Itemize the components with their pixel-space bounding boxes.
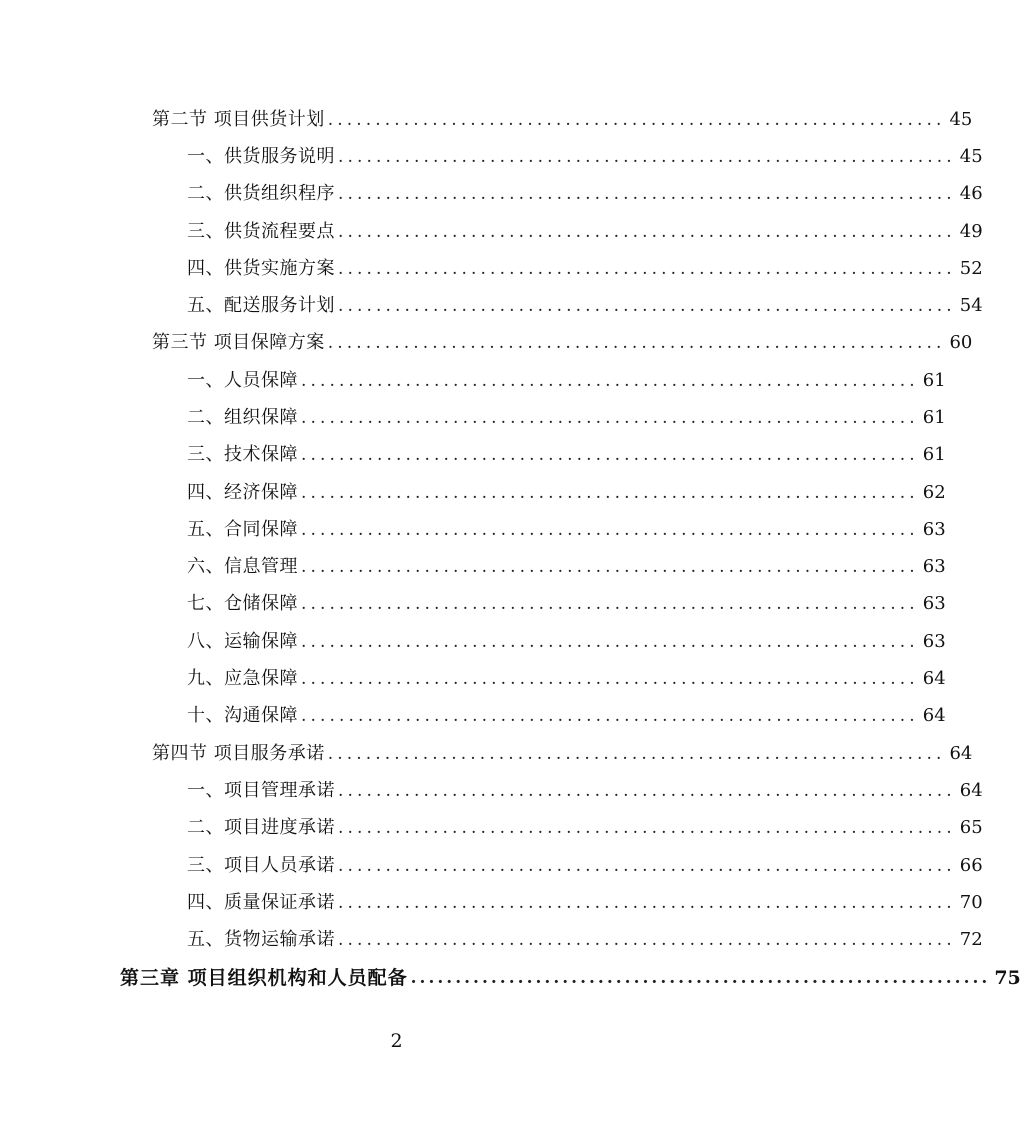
toc-entry-page: 65 bbox=[959, 817, 983, 838]
toc-entry[interactable] bbox=[152, 740, 973, 768]
toc-entry[interactable] bbox=[187, 889, 983, 917]
dot-leader: ................................................................. bbox=[338, 893, 956, 913]
toc-entry-chapter[interactable] bbox=[120, 964, 1021, 992]
toc-entry-page: 66 bbox=[959, 855, 983, 876]
dot-leader: ................................................................. bbox=[338, 296, 956, 316]
toc-entry-title: 五、货物运输承诺 bbox=[187, 929, 335, 950]
dot-leader: ................................................................. bbox=[338, 781, 956, 801]
toc-entry[interactable] bbox=[187, 777, 983, 805]
toc-entry-title: 二、组织保障 bbox=[187, 407, 298, 428]
toc-entry-title: 三、项目人员承诺 bbox=[187, 855, 335, 876]
toc-entry-page: 60 bbox=[949, 332, 973, 353]
toc-entry-page: 72 bbox=[959, 929, 983, 950]
toc-entry-page: 63 bbox=[922, 556, 946, 577]
toc-entry-title: 第三章 项目组织机构和人员配备 bbox=[120, 967, 408, 989]
toc-entry-title: 一、项目管理承诺 bbox=[187, 780, 335, 801]
toc-entry-title: 四、供货实施方案 bbox=[187, 258, 335, 279]
dot-leader: ................................................................. bbox=[338, 184, 956, 204]
toc-entry-title: 七、仓储保障 bbox=[187, 593, 298, 614]
toc-entry-title: 第二节 项目供货计划 bbox=[152, 109, 325, 130]
toc-entry[interactable] bbox=[187, 255, 983, 283]
toc-entry-title: 四、质量保证承诺 bbox=[187, 892, 335, 913]
toc-entry-page: 63 bbox=[922, 593, 946, 614]
toc-entry-page: 64 bbox=[949, 743, 973, 764]
dot-leader: ................................................................. bbox=[338, 856, 956, 876]
toc-entry-title: 八、运输保障 bbox=[187, 631, 298, 652]
toc-entry-page: 52 bbox=[959, 258, 983, 279]
toc-entry-title: 四、经济保障 bbox=[187, 482, 298, 503]
dot-leader: ................................................................. bbox=[338, 930, 956, 950]
toc-entry[interactable] bbox=[187, 367, 946, 395]
dot-leader: ................................................................. bbox=[338, 818, 956, 838]
toc-entry-page: 70 bbox=[959, 892, 983, 913]
dot-leader: ................................................................. bbox=[301, 408, 919, 428]
toc-entry-title: 三、供货流程要点 bbox=[187, 221, 335, 242]
toc-entry[interactable] bbox=[187, 292, 983, 320]
toc-entry[interactable] bbox=[187, 479, 946, 507]
toc-entry-title: 第三节 项目保障方案 bbox=[152, 332, 325, 353]
toc-entry[interactable] bbox=[187, 702, 946, 730]
toc-entry-page: 61 bbox=[922, 407, 946, 428]
dot-leader: ................................................................. bbox=[301, 445, 919, 465]
toc-entry-title: 五、配送服务计划 bbox=[187, 295, 335, 316]
dot-leader: ................................................................. bbox=[301, 483, 919, 503]
toc-entry-title: 二、项目进度承诺 bbox=[187, 817, 335, 838]
dot-leader: ................................................................. bbox=[301, 371, 919, 391]
toc-entry[interactable] bbox=[152, 329, 973, 357]
dot-leader: ................................................................. bbox=[410, 968, 991, 988]
dot-leader: ................................................................. bbox=[301, 520, 919, 540]
toc-entry[interactable] bbox=[187, 814, 983, 842]
toc-entry-page: 63 bbox=[922, 631, 946, 652]
toc-entry-title: 第四节 项目服务承诺 bbox=[152, 743, 325, 764]
dot-leader: ................................................................. bbox=[338, 147, 956, 167]
toc-entry[interactable] bbox=[187, 852, 983, 880]
toc-entry-page: 45 bbox=[959, 146, 983, 167]
toc-entry-title: 十、沟通保障 bbox=[187, 705, 298, 726]
page-number: 2 bbox=[390, 1030, 403, 1052]
dot-leader: ................................................................. bbox=[327, 110, 946, 130]
dot-leader: ................................................................. bbox=[327, 333, 946, 353]
toc-entry-page: 64 bbox=[959, 780, 983, 801]
toc-entry-title: 五、合同保障 bbox=[187, 519, 298, 540]
toc-entry-page: 75 bbox=[994, 967, 1021, 989]
dot-leader: ................................................................. bbox=[338, 259, 956, 279]
toc-entry-title: 九、应急保障 bbox=[187, 668, 298, 689]
toc-entry-title: 三、技术保障 bbox=[187, 444, 298, 465]
toc-entry[interactable] bbox=[152, 106, 973, 134]
toc-entry[interactable] bbox=[187, 926, 983, 954]
toc-entry-page: 63 bbox=[922, 519, 946, 540]
toc-entry-title: 一、人员保障 bbox=[187, 370, 298, 391]
toc-entry-title: 一、供货服务说明 bbox=[187, 146, 335, 167]
dot-leader: ................................................................. bbox=[301, 594, 919, 614]
toc-entry-page: 64 bbox=[922, 668, 946, 689]
toc-entry[interactable] bbox=[187, 218, 983, 246]
dot-leader: ................................................................. bbox=[301, 557, 919, 577]
dot-leader: ................................................................. bbox=[301, 632, 919, 652]
dot-leader: ................................................................. bbox=[327, 744, 946, 764]
toc-entry-page: 62 bbox=[922, 482, 946, 503]
toc-entry[interactable] bbox=[187, 143, 983, 171]
toc-entry[interactable] bbox=[187, 404, 946, 432]
toc-entry-page: 61 bbox=[922, 444, 946, 465]
toc-entry[interactable] bbox=[187, 665, 946, 693]
toc-entry[interactable] bbox=[187, 590, 946, 618]
toc-entry-page: 45 bbox=[949, 109, 973, 130]
toc-entry-page: 54 bbox=[959, 295, 983, 316]
toc-entry[interactable] bbox=[187, 180, 983, 208]
dot-leader: ................................................................. bbox=[338, 222, 956, 242]
toc-entry-page: 46 bbox=[959, 183, 983, 204]
toc-entry-page: 61 bbox=[922, 370, 946, 391]
toc-entry-title: 六、信息管理 bbox=[187, 556, 298, 577]
dot-leader: ................................................................. bbox=[301, 706, 919, 726]
toc-entry-title: 二、供货组织程序 bbox=[187, 183, 335, 204]
toc-entry[interactable] bbox=[187, 441, 946, 469]
toc-entry[interactable] bbox=[187, 628, 946, 656]
dot-leader: ................................................................. bbox=[301, 669, 919, 689]
toc-entry-page: 49 bbox=[959, 221, 983, 242]
toc-entry[interactable] bbox=[187, 553, 946, 581]
toc-entry-page: 64 bbox=[922, 705, 946, 726]
toc-entry[interactable] bbox=[187, 516, 946, 544]
